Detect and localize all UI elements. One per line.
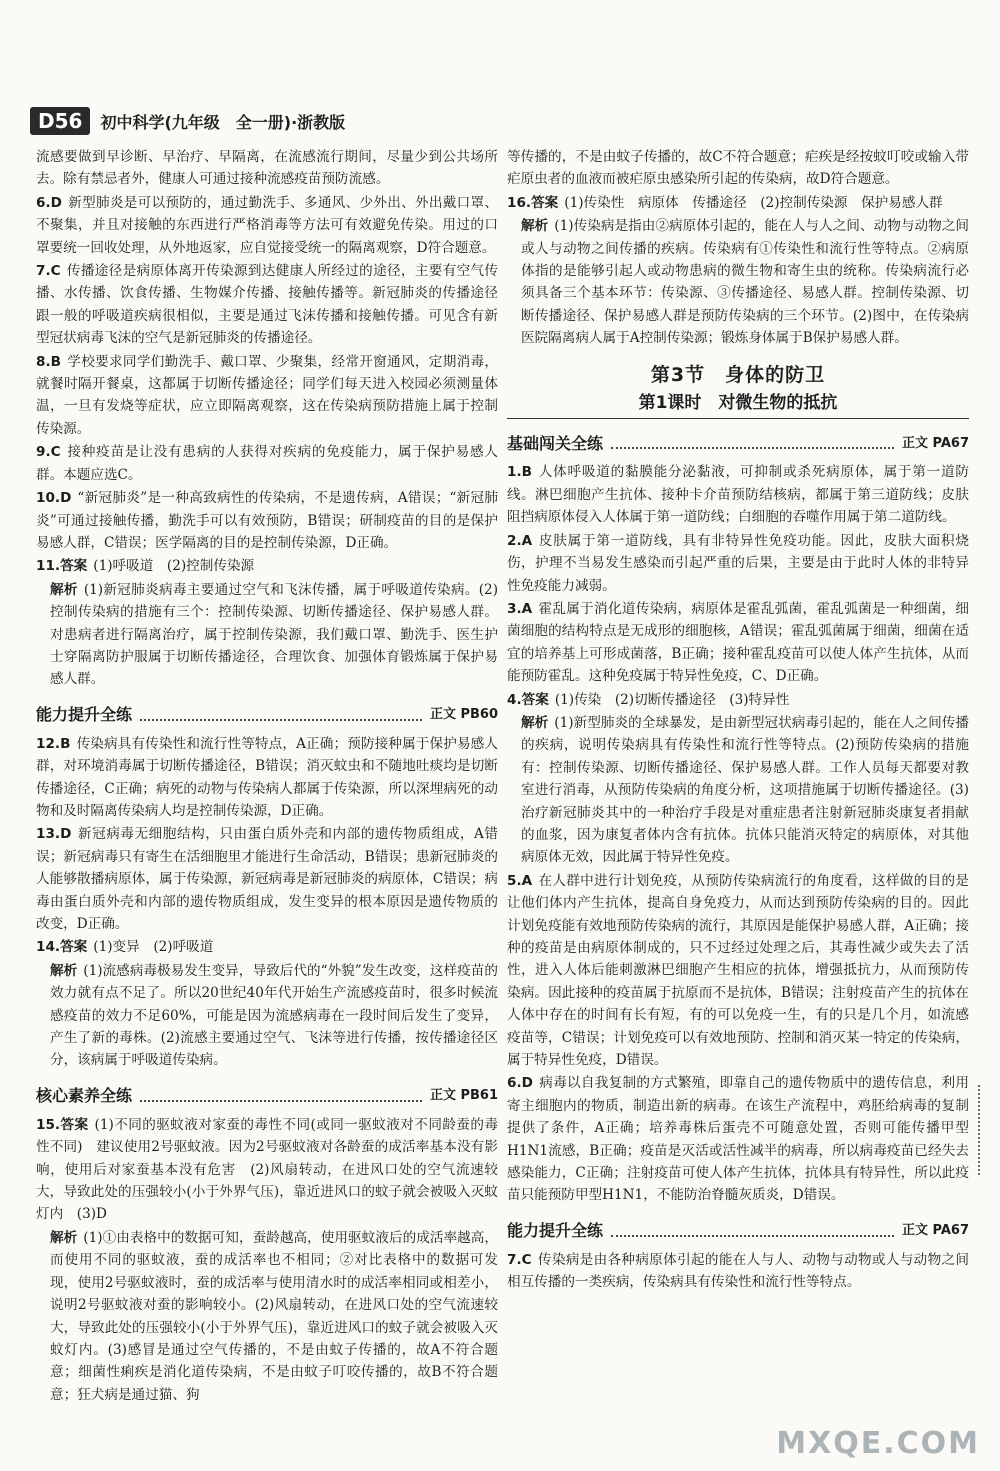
section-ref: 正文 PA67 [901,1223,969,1239]
answer-number: 解析 [521,218,549,235]
answer-item [36,146,498,191]
answer-text: (1)传染性 病原体 传播途径 (2)控制传染源 保护易感人群 [564,194,943,211]
answer-number: 4.答案 [507,691,549,708]
answer-text: 传染病具有传染性和流行性等特点，A正确；预防接种属于保护易感人群，对环境消毒属于切断传播途径，B错误；消灭蚊虫和不随地吐痰均是切断传播途径，C正确；病死的动物与传染病人都属于传染源，所以深埋病死的动物和及时隔离传染病人均是控制传染源，D正确。 [36,735,498,819]
answer-text: 传播途径是病原体离开传染源到达健康人所经过的途径，主要有空气传播、水传播、饮食传播、生物媒介传播、接触传播等。新冠肺炎的传播途径跟一般的呼吸道疾病很相似，主要是通过飞沫传播和接触传播。可见含有新型冠状病毒飞沫的空气是新冠肺炎的传播途径。 [36,263,498,347]
answer-item [36,1227,498,1406]
section-header [36,701,498,727]
answer-number: 14.答案 [36,939,88,956]
answer-number: 3.A [507,600,533,617]
answer-text: 新型肺炎是可以预防的，通过勤洗手、多通风、少外出、外出戴口罩、不聚集，并且对接触的东西进行严格消毒等方法可有效避免传染。用过的口罩要统一回收处理，从外地返家，应自觉接受统一的隔离观察，D符合题意。 [36,194,498,256]
answer-number: 解析 [50,962,78,979]
answer-item [36,579,498,691]
answer-item [36,1114,498,1226]
answer-number: 11.答案 [36,558,88,575]
section-title: 基础闯关全练 [507,434,604,454]
answer-number: 9.C [36,444,61,461]
left-column [36,146,498,1407]
right-column [507,146,969,1295]
answer-text: 等传播的，不是由蚊子传播的，故C不符合题意；疟疾是经按蚊叮咬或输入带疟原虫者的血液而被疟原虫感染所引起的传染病，故D符合题意。 [507,149,969,188]
lesson-title: 第1课时 对微生物的抵抗 [638,393,838,414]
watermark: MXQE.COM [776,1426,980,1461]
lesson-rule [507,418,969,419]
section-header [507,1217,969,1243]
answer-number: 13.D [36,826,72,843]
answer-number: 6.D [36,194,62,211]
section-divider [611,447,894,449]
answer-text: 人体呼吸道的黏膜能分泌黏液，可抑制或杀死病原体，属于第一道防线。淋巴细胞产生抗体、接种卡介苗预防结核病，都属于第三道防线；皮肤阻挡病原体侵入人体属于第一道防线；白细胞的吞噬作用属于第二道防线。 [507,464,969,526]
answer-text: 皮肤属于第一道防线，具有非特异性免疫功能。因此，皮肤大面积烧伤，护理不当易发生感染而引起严重的后果，主要是由于此时人体的非特异性免疫能力减弱。 [507,532,969,594]
section-ref: 正文 PB60 [429,707,498,723]
answer-text: 霍乱属于消化道传染病，病原体是霍乱弧菌，霍乱弧菌是一种细菌，细菌细胞的结构特点是无成形的细胞核，A错误；霍乱弧菌属于细菌，细菌在适宜的培养基上可形成菌落，B正确；接种霍乱疫苗可以使人体产生抗体，从而能预防霍乱。这种免疫属于特异性免疫，C、D正确。 [507,600,969,685]
answer-item [507,1249,969,1294]
answer-text: (1)呼吸道 (2)控制传染源 [93,558,255,575]
page-header [30,106,345,136]
section-title: 能力提升全练 [36,705,133,725]
answer-item [507,146,969,191]
page-edge-marks [978,1085,986,1175]
answer-number: 解析 [50,1229,78,1246]
answer-item [36,260,498,350]
answer-text: (1)①由表格中的数据可知，蚕龄越高，使用驱蚊液后的成活率越高，而使用不同的驱蚊液，蚕的成活率也不相同；②对比表格中的数据可发现，使用2号驱蚊液时，蚕的成活率与使用清水时的成活率相同或相差小，说明2号驱蚊液对蚕的影响较小。(2)风扇转动，在进风口处的空气流速较大，导致此处的压强较小(小于外界气压)，靠近进风口的蚊子就会被吸入灭蚊灯内。(3)感冒是通过空气传播的，不是由蚊子传播的，故A不符合题意；细菌性痢疾是消化道传染病，不是由蚊子叮咬传播的，故B不符合题意；狂犬病是通过猫、狗 [50,1229,498,1403]
answer-text: 流感要做到早诊断、早治疗、早隔离，在流感流行期间，尽量少到公共场所去。除有禁忌者外，健康人可通过接种流感疫苗预防流感。 [36,149,498,188]
answer-text: 新冠病毒无细胞结构，只由蛋白质外壳和内部的遗传物质组成，A错误；新冠病毒只有寄生在活细胞里才能进行生命活动，B错误；患新冠肺炎的人能够散播病原体，属于传染源，新冠病毒是新冠肺炎的病原体，C错误；病毒由蛋白质外壳和内部的遗传物质组成，发生变异的根本原因是遗传物质的改变，D正确。 [36,826,498,932]
answer-item [507,689,969,711]
answer-number: 15.答案 [36,1116,89,1133]
section-header [507,429,969,455]
answer-number: 8.B [36,353,61,370]
page-number: D56 [30,107,90,135]
answer-number: 7.C [36,263,61,280]
answer-number: 5.A [507,872,533,889]
answer-item [36,960,498,1072]
section-header [36,1082,498,1108]
answer-number: 6.D [507,1075,533,1092]
answer-number: 2.A [507,532,533,549]
answer-number: 10.D [36,490,72,507]
answer-number: 1.B [507,464,532,481]
answer-text: (1)流感病毒极易发生变异，导致后代的“外貌”发生改变，这样疫苗的效力就有点不足了。所以20世纪40年代开始生产流感疫苗时，很多时候流感疫苗的效力不足60%，可能是因为流感病毒在一段时间后发生了变异，产生了新的毒株。(2)流感主要通过空气、飞沫等进行传播，按传播途径区分，该病属于呼吸道传染病。 [50,962,499,1069]
section-title: 能力提升全练 [507,1221,604,1241]
answer-item [507,870,969,1072]
section-divider [140,719,422,721]
answer-text: (1)传染 (2)切断传播途径 (3)特异性 [554,691,790,708]
answer-text: (1)新冠肺炎病毒主要通过空气和飞沫传播，属于呼吸道传染病。(2)控制传染病的措施有三个：控制传染源、切断传播途径、保护易感人群。对患病者进行隔离治疗，属于控制传染源，我们戴口罩、勤洗手、医生护士穿隔离防护服属于切断传播途径，合理饮食、加强体育锻炼属于保护易感人群。 [50,581,499,688]
answer-item [36,733,498,823]
answer-text: 接种疫苗是让没有患病的人获得对疾病的免疫能力，属于保护易感人群。本题应选C。 [36,444,498,483]
answer-text: “新冠肺炎”是一种高致病性的传染病，不是遗传病，A错误；“新冠肺炎”可通过接触传播，勤洗手可以有效预防，B错误；研制疫苗的目的是保护易感人群，C错误；医学隔离的目的是控制传染源，D正确。 [36,490,498,551]
answer-item [507,1072,969,1206]
answer-item [507,215,969,349]
section-title: 核心素养全练 [36,1086,133,1106]
answer-text: 传染病是由各种病原体引起的能在人与人、动物与动物或人与动物之间相互传播的一类疾病，传染病具有传染性和流行性等特点。 [507,1251,969,1291]
answer-item [507,712,969,869]
answer-item [507,530,969,597]
answer-text: 病毒以自我复制的方式繁殖，即靠自己的遗传物质中的遗传信息，利用寄主细胞内的物质，制造出新的病毒。在该生产流程中，鸡胚给病毒的复制提供了条件，A正确；培养毒株后蛋壳不可随意处置，否则可能传播甲型H1N1流感，B正确；疫苗是灭活或活性减半的病毒，所以病毒疫苗已经失去感染能力，C正确；注射疫苗可使人体产生抗体，抗体具有特异性，所以此疫苗只能预防甲型H1N1，不能防治脊髓灰质炎，D错误。 [507,1075,969,1204]
answer-item [36,936,498,958]
answer-number: 7.C [507,1251,532,1268]
answer-item [507,598,969,688]
answer-text: (1)新型肺炎的全球暴发，是由新型冠状病毒引起的，能在人之间传播的疾病，说明传染病具有传染性和流行性等特点。(2)预防传染病的措施有：控制传染源、切断传播途径、保护易感人群。工作人员每天都要对教室进行消毒，从预防传染病的角度分析，这项措施属于切断传播途径。(3)治疗新冠肺炎其中的一种治疗手段是对重症患者注射新冠肺炎康复者捐献的血浆，因为康复者体内含有抗体。抗体只能消灭特定的病原体，对其他病原体无效，因此属于特异性免疫。 [521,714,969,866]
answer-item [36,351,498,441]
section-divider [611,1235,894,1237]
answer-item [36,823,498,935]
chapter-title: 第3节 身体的防卫 [650,363,826,386]
answer-text: 在人群中进行计划免疫，从预防传染病流行的角度看，这样做的目的是让他们体内产生抗体，提高自身免疫力，从而达到预防传染病的目的。因此计划免疫能有效地预防传染病的流行，其原因是能保护易感人群，A正确；接种的疫苗是由病原体制成的，只不过经过处理之后，其毒性减少或失去了活性，进入人体后能刺激淋巴细胞产生相应的抗体，增强抵抗力，从而预防传染病。因此接种的疫苗属于抗原而不是抗体，B错误；注射疫苗产生的抗体在人体中存在的时间有长有短，有的可以免疫一生，有的只是几个月，如流感疫苗等，C错误；计划免疫可以有效地预防、控制和消灭某一特定的传染病，属于特异性免疫，D错误。 [507,872,969,1069]
answer-item [36,192,498,259]
answer-text: (1)不同的驱蚊液对家蚕的毒性不同(或同一驱蚊液对不同龄蚕的毒性不同) 建议使用2号驱蚊液。因为2号驱蚊液对各龄蚕的成活率基本没有影响，使用后对家蚕基本没有危害 (2)风扇转动，在进风口处的空气流速较大，导致此处的压强较小(小于外界气压)，靠近进风口的蚊子就会被吸入灭蚊灯内 (3)D [36,1116,498,1223]
answer-item [507,192,969,214]
answer-number: 16.答案 [507,194,559,211]
answer-number: 12.B [36,735,71,752]
answer-text: 学校要求同学们勤洗手、戴口罩、少聚集，经常开窗通风，定期消毒，就餐时隔开餐桌，这都属于切断传播途径；同学们每天进入校园必须测量体温，一旦有发烧等症状，应立即隔离观察，这在传染病预防措施上属于控制传染源。 [36,353,498,437]
answer-text: (1)传染病是指由②病原体引起的，能在人与人之间、动物与动物之间或人与动物之间传播的疾病。传染病有①传染性和流行性等特点。②病原体指的是能够引起人或动物患病的微生物和寄生虫的统称。传染病流行必须具备三个基本环节：传染源、③传播途径、易感人群。控制传染源、切断传播途径、保护易感人群是预防传染病的三个环节。(2)图中，在传染病医院隔离病人属于A控制传染源；锻炼身体属于B保护易感人群。 [521,218,969,347]
section-ref: 正文 PB61 [429,1088,498,1104]
book-title: 初中科学(九年级 全一册)·浙教版 [100,112,346,132]
answer-number: 解析 [521,714,549,731]
answer-item [36,441,498,486]
section-divider [140,1100,422,1102]
answer-number: 解析 [50,581,78,598]
answer-item [36,487,498,554]
answer-text: (1)变异 (2)呼吸道 [93,939,214,956]
section-ref: 正文 PA67 [901,436,969,452]
answer-item [36,555,498,577]
answer-item [507,461,969,528]
